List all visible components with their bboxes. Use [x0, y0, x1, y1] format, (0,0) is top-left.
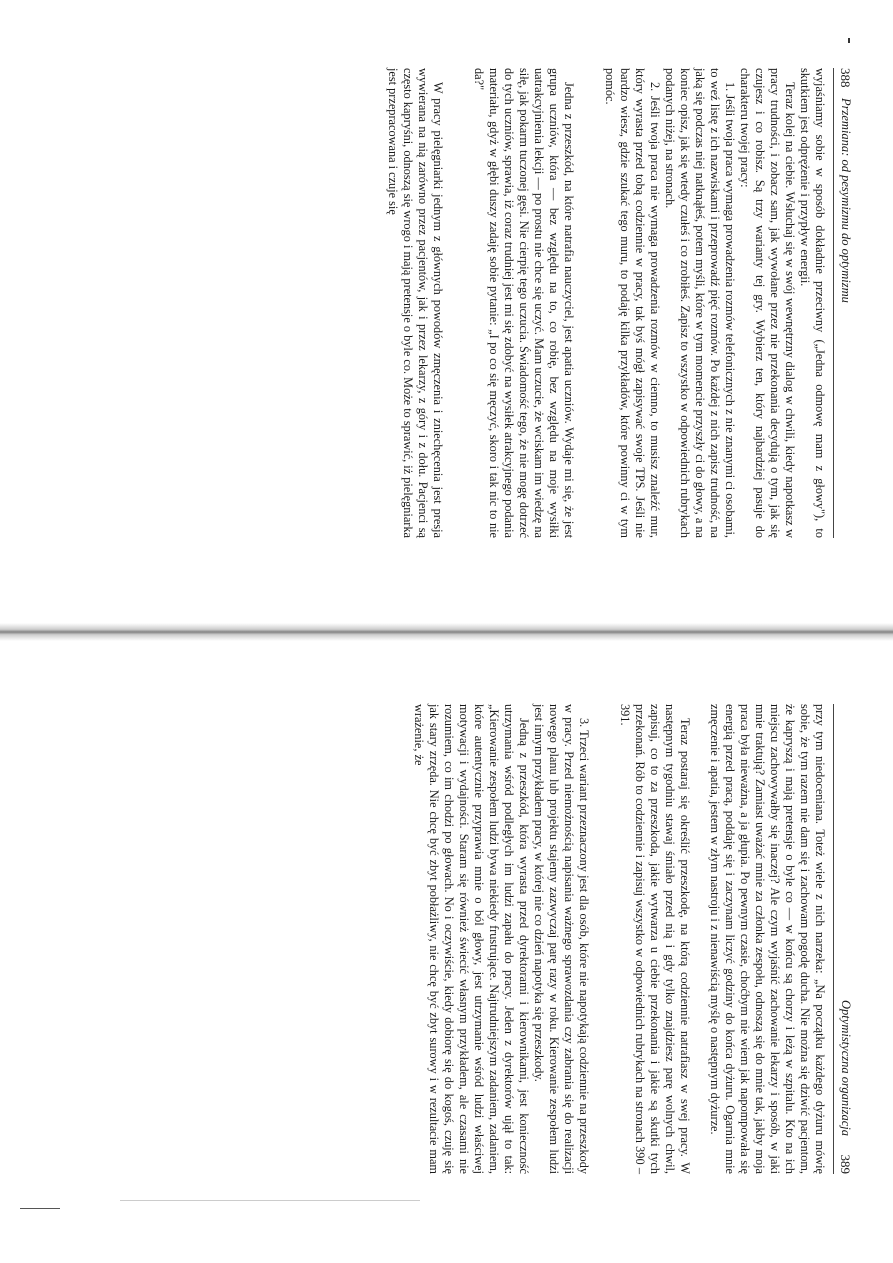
right-page	[0, 632, 893, 1263]
right-spacer-1	[692, 704, 707, 1174]
right-spacer-2	[591, 704, 617, 1174]
left-page-content	[385, 68, 853, 538]
right-running-head	[833, 704, 853, 1174]
scan-edge-line	[120, 1200, 420, 1201]
right-paragraph-2: Teraz postaraj się określić przeszkodę, na którą codziennie natrafiasz w swej pracy. W następnym tygodniu stawaj śmiało przed nią i gdy tylko znajdziesz parę wolnych chwil, zapisuj, co to za przeszkoda, jakie wytwarza u ciebie przekonania i jakie są skutki tych przekonań. Rób to codziennie i zapisuj wszystko w odpowiednich rubrykach na stronach 390 – 391.	[618, 704, 692, 1174]
scan-speck	[848, 38, 850, 43]
scan-edge-mark	[20, 1208, 60, 1209]
left-paragraph-6: W pracy pielęgniarki jednym z głównych powodów zmęczenia i zniechęcenia jest presja wywierana na nią zarówno przez pacjentów, jak i przez lekarzy, z góry i z dołu. Pacjenci są często kapryśni, odnoszą się wrogo i mają pretensje o byle co. Może to sprawić, iż pielęgniarka jest przepracowana i czuje się	[386, 68, 445, 538]
left-page	[0, 0, 893, 631]
left-paragraph-4: 2. Jeśli twoja praca nie wymaga prowadzenia rozmów w ciemno, to musisz znaleźć mur, który wyrasta przed tobą codziennie w pracy, tak byś mógł zapisywać swoje TPS. Jeśli nie bardzo wiesz, gdzie szukać tego muru, to podaję kilka przykładów, które powinny ci w tym pomóc.	[603, 68, 662, 538]
left-spacer-1	[576, 68, 602, 538]
left-running-head	[833, 68, 853, 538]
left-paragraph-5: Jedna z przeszkód, na które natrafia nauczyciel, jest apatia uczniów. Wydaje mi się, że jest grupa uczniów, która — bez względu na to, co robię, bez względu na moje wysiłki uatrakcyjnienia lekcji — po prostu nie chce się uczyć. Mam uczucie, że wciskam im wiedzę na siłę, jak pokarm tuczonej gęsi. Nie cierpię tego uczucia. Świadomość tego, że nie mogę dotrzeć do tych uczniów, sprawia, iż coraz trudniej jest mi się zdobyć na wysiłek atrakcyjnego podania materiału, gdyż w głębi duszy zadaję sobie pytanie: „I po co się męczyć, skoro i tak nic to nie da?"	[472, 68, 576, 538]
left-paragraph-1: wyjaśniamy sobie w sposób dokładnie przeciwny („Jedna odmowę mam z głowy"), to skutkiem jest odprężenie i przypływ energii.	[798, 68, 827, 538]
left-paragraph-3: 1. Jeśli twoja praca wymaga prowadzenia rozmów telefonicznych z nie znanymi ci osobami, to weź listę z ich nazwiskami i przeprowadź pięć rozmów. Po każdej z nich zapisz trudność, na jaką się podczas niej natknąłeś, potem myśli, które w tym momencie przyszły ci do głowy, a na koniec opisz, jak się wtedy czułeś i co zrobiłeś. Zapisz to wszystko w odpowiednich rubrykach podanych niżej, na stronach.	[663, 68, 737, 538]
left-paragraph-2: Teraz kolej na ciebie. Wsłuchaj się w swój wewnętrzny dialog w chwili, kiedy napotkasz w pracy trudności, i zobacz sam, jak wywołane przez nie przekonania decydują o tym, jak się czujesz i co robisz. Są trzy warianty tej gry. Wybierz ten, który najbardziej pasuje do charakteru twojej pracy:	[738, 68, 797, 538]
right-paragraph-4: Jedną z przeszkód, która wyrasta przed dyrektorami i kierownikami, jest konieczność utrzymania wśród podległych im ludzi zapału do pracy. Jeden z dyrektorów ujął to tak: „Kierowanie zespołem ludzi bywa niekiedy frustrujące. Najtrudniejszym zadaniem, zadaniem, które autentycznie przyprawia mnie o ból głowy, jest utrzymanie wśród ludzi właściwej motywacji i wydajności. Staram się również świecić własnym przykładem, ale czasami nie rozumiem, co im chodzi po głowach. No i oczywiście, kiedy dobiorę się do kogoś, czuję się jak stary zrzęda. Nie chcę być zbyt pobłażliwy, nie chcę być zbyt surowy i w rezultacie mam wrażenie, że	[412, 704, 531, 1174]
right-page-number: 389	[838, 1154, 853, 1174]
right-paragraph-1: przy tym niedoceniana. Toteż wiele z nich narzeka: „Na początku każdego dyżuru mówię sobie, że tym razem nie dam się i zachowam pogodę ducha. Nie można się dziwić pacjentom, że kapryszą i mają pretensje o byle co — w końcu są chorzy i leżą w szpitalu. Kto na ich miejscu zachowywałby się inaczej? Ale czym wyjaśnić zachowanie lekarzy i sposób, w jaki mnie traktują? Zamiast uważać mnie za członka zespołu, odnoszą się do mnie tak, jakby moja praca była nieważna, a ja głupia. Po pewnym czasie, choćbym nie wiem jak napompowała się energią przed pracą, poddaję się i zaczynam liczyć godziny do końca dyżuru. Ogarnia mnie zmęczenie i apatia, jestem w złym nastroju i z nienawiścią myślę o następnym dyżurze.	[708, 704, 827, 1174]
left-page-number: 388	[838, 68, 853, 88]
left-running-head-title: Przemiana: od pesymizmu do optymizmu	[839, 98, 853, 303]
left-spacer-2	[445, 68, 471, 538]
right-page-content	[411, 704, 853, 1174]
right-paragraph-3: 3. Trzeci wariant przeznaczony jest dla osób, które nie napotykają codziennie na przeszkody w pracy. Przed niemożnością napisania ważnego sprawozdania czy zabrania się do realizacji nowego planu lub projektu stajemy zazwyczaj parę razy w roku. Kierowanie zespołem ludzi jest innym przykładem pracy, w której nie co dzień napotyka się przeszkody.	[532, 704, 591, 1174]
right-running-head-title: Optymistyczna organizacja	[839, 1000, 853, 1136]
